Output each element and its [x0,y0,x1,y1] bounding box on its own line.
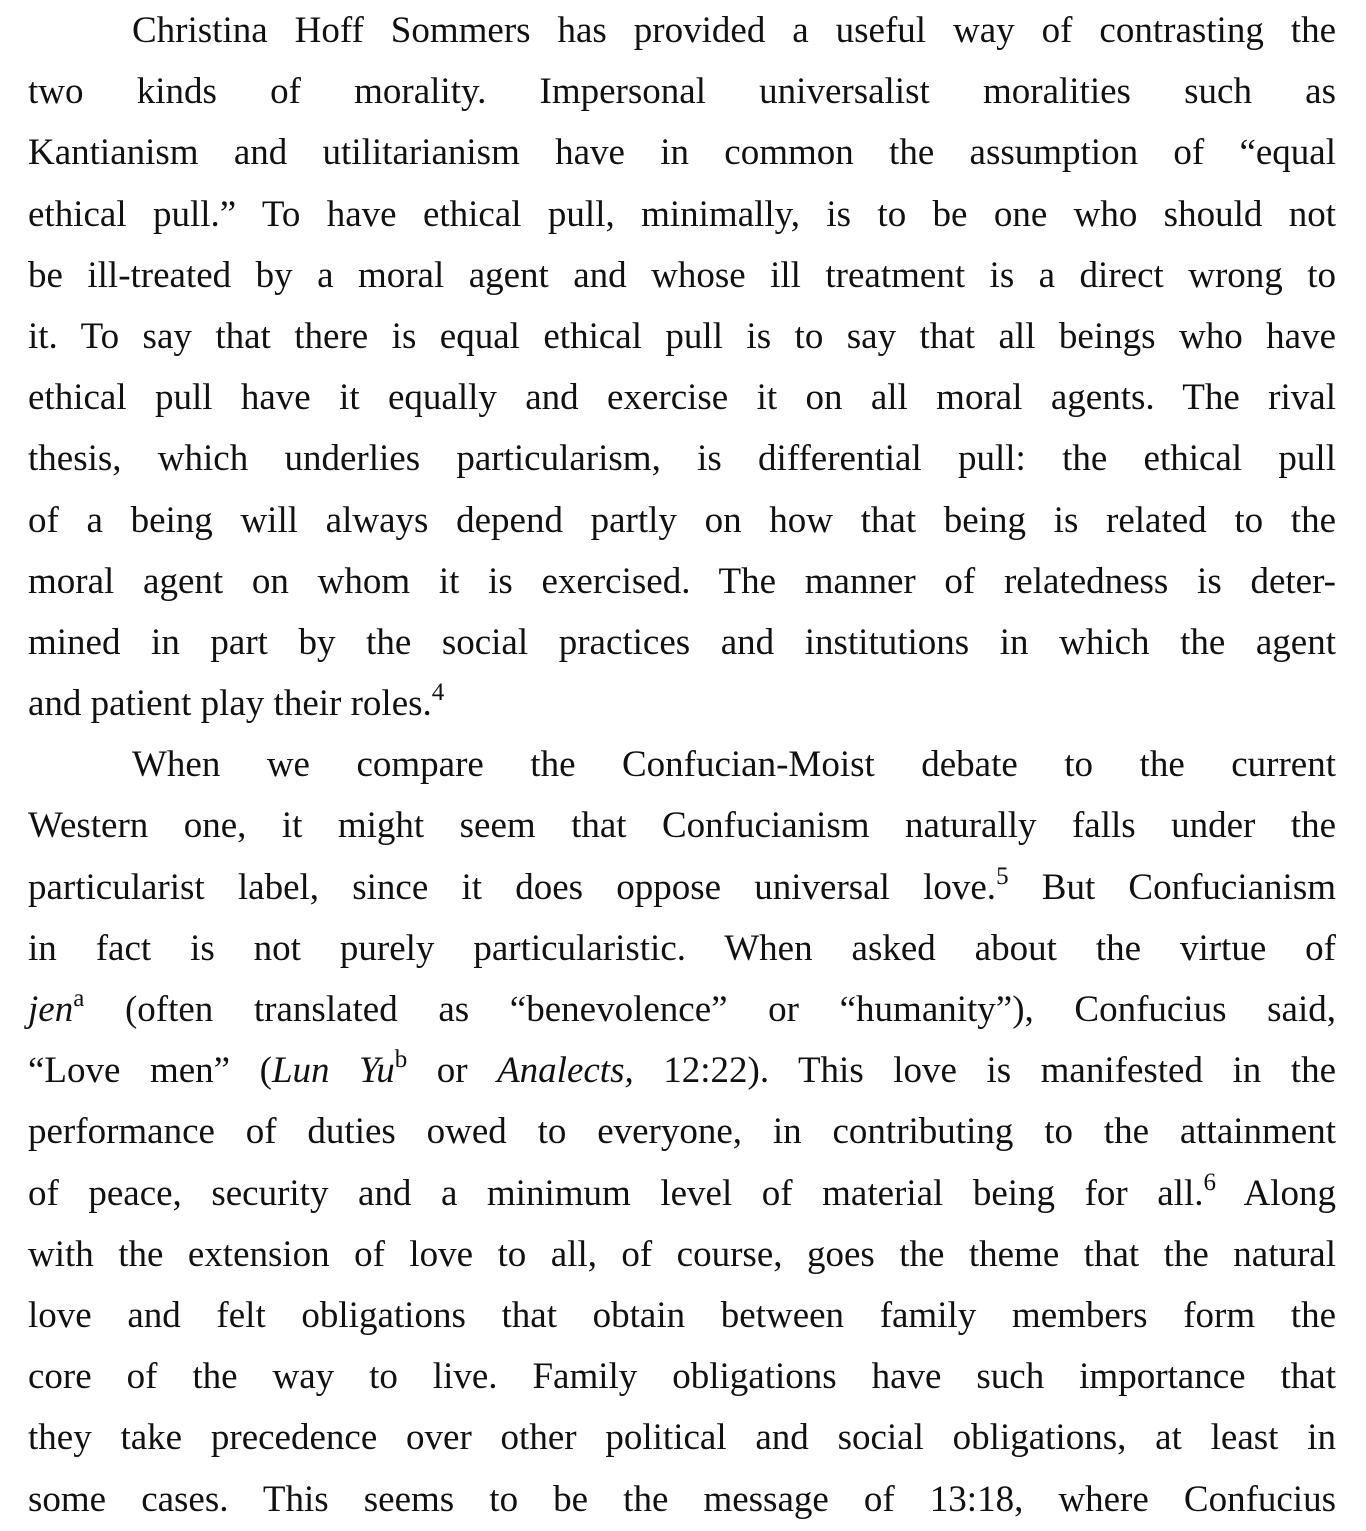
paragraph-2 [28,734,1336,1529]
document-page [28,0,1336,1530]
text-line: moral agent on whom it is exercised. The manner of relatedness is deter- [28,560,1336,602]
text-line [28,1163,1336,1224]
text-line: be ill-treated by a moral agent and whose ill treatment is a direct wrong to [28,254,1336,296]
text-line [28,979,1336,1040]
text-segment: 12:22). This love is manifested in the [633,1050,1336,1092]
text-line [28,857,1336,918]
text-line [28,673,1336,734]
book-title-analects: Analects, [497,1050,634,1092]
text-segment: “Love men” ( [28,1050,272,1092]
text-line: Western one, it might seem that Confucianism naturally falls under the [28,805,1336,847]
footnote-marker-4: 4 [431,679,445,707]
text-line: When we compare the Confucian-Moist debate to the current [132,744,1336,786]
text-line: Kantianism and utilitarianism have in common the assumption of “equal [28,132,1336,174]
footnote-marker-5: 5 [996,862,1009,890]
text-line: in fact is not purely particularistic. When asked about the virtue of [28,927,1336,969]
text-line: ethical pull have it equally and exercise it on all moral agents. The rival [28,377,1336,419]
text-segment: or [407,1050,498,1092]
text-line: it. To say that there is equal ethical pull is to say that all beings who have [28,315,1336,357]
text-line: Christina Hoff Sommers has provided a useful way of contrasting the [132,10,1336,51]
text-line: thesis, which underlies particularism, is differential pull: the ethical pull [28,438,1336,480]
text-line: mined in part by the social practices and institutions in which the agent [28,621,1336,663]
glossary-marker-b: b [394,1046,408,1074]
text-line: love and felt obligations that obtain between family members form the [28,1294,1336,1336]
text-segment: particularist label, since it does oppose universal love. [28,866,997,908]
book-title-lun-yu: Lun Yu [271,1050,395,1092]
text-line: two kinds of morality. Impersonal universalist moralities such as [28,71,1336,113]
paragraph-1 [28,0,1336,734]
text-line: of a being will always depend partly on how that being is related to the [28,499,1336,541]
text-segment: (often translated as “benevolence” or “humanity”), Confucius said, [84,989,1336,1030]
text-segment: But Confucianism [1008,866,1336,908]
text-segment: Along [1216,1172,1336,1214]
text-line: some cases. This seems to be the message of 13:18, where Confucius [28,1478,1336,1520]
text-line: they take precedence over other political and social obligations, at least in [28,1417,1336,1459]
text-segment: and patient play their roles. [28,683,432,725]
text-segment: of peace, security and a minimum level of material being for all. [28,1172,1204,1214]
text-line: with the extension of love to all, of course, goes the theme that the natural [28,1233,1336,1275]
text-line: performance of duties owed to everyone, in contributing to the attainment [28,1111,1336,1153]
footnote-marker-6: 6 [1203,1168,1216,1196]
term-jen: jen [28,989,74,1030]
glossary-marker-a: a [73,985,85,1012]
text-line: ethical pull.” To have ethical pull, minimally, is to be one who should not [28,193,1336,235]
text-line: core of the way to live. Family obligations have such importance that [28,1356,1336,1398]
text-line [28,1040,1336,1101]
